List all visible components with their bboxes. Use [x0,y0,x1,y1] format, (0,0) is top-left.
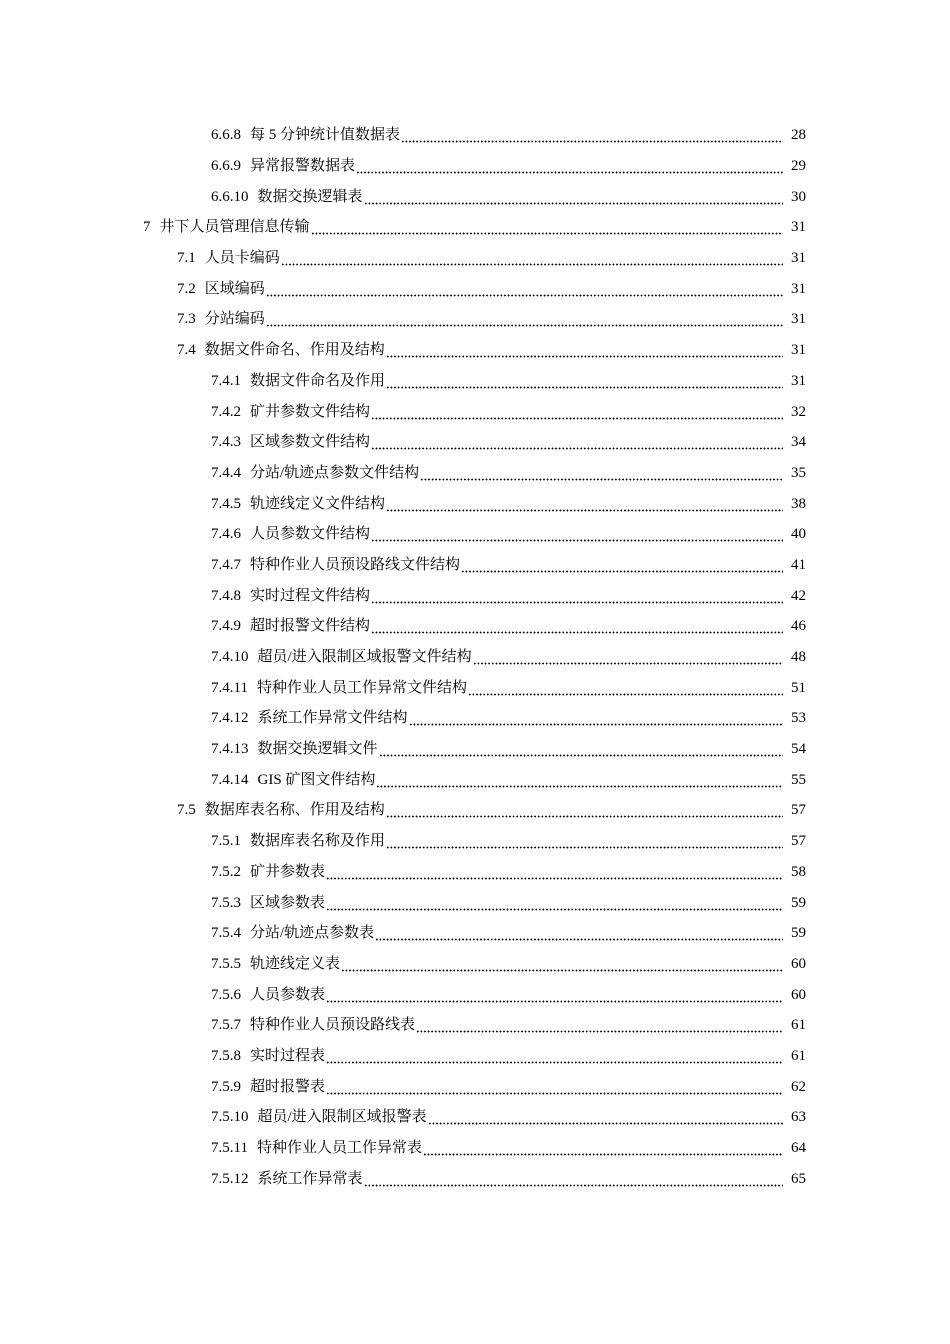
toc-entry[interactable] [0,949,950,980]
toc-entry-page-number: 35 [791,464,806,481]
toc-dot-leader [401,125,783,145]
toc-entry-page-number: 60 [791,986,806,1003]
toc-dot-leader [326,1077,783,1097]
toc-dot-leader [409,708,783,728]
toc-entry-page-number: 38 [791,495,806,512]
toc-entry-number: 7.4.7 [211,556,241,573]
toc-entry-number: 7.4.5 [211,495,241,512]
toc-entry-title: 人员参数文件结构 [250,526,371,543]
toc-entry-number: 6.6.9 [211,158,241,175]
toc-entry-number: 6.6.8 [211,127,241,144]
toc-entry-page-number: 62 [791,1078,806,1095]
toc-entry-title: 数据文件命名及作用 [250,372,386,389]
toc-dot-leader [364,187,783,207]
toc-entry-page-number: 63 [791,1109,806,1126]
toc-entry-page-number: 58 [791,863,806,880]
toc-entry[interactable] [0,488,950,519]
toc-dot-leader [371,402,783,422]
toc-entry[interactable] [0,458,950,489]
toc-entry-number: 7.5.10 [211,1109,249,1126]
toc-entry-title: 异常报警数据表 [250,158,356,175]
toc-entry[interactable] [0,550,950,581]
toc-dot-leader [326,1046,783,1066]
toc-entry-page-number: 31 [791,219,806,236]
toc-entry-title: 系统工作异常表 [257,1170,363,1187]
toc-dot-leader [386,371,783,391]
toc-entry-number: 7.5.9 [211,1078,241,1095]
toc-entry[interactable] [0,734,950,765]
toc-entry-title: 矿井参数文件结构 [250,403,371,420]
toc-entry[interactable] [0,120,950,151]
toc-entry[interactable] [0,304,950,335]
toc-entry-title: 数据交换逻辑文件 [257,741,378,758]
toc-dot-leader [375,923,783,943]
toc-entry-number: 7.4.3 [211,434,241,451]
toc-dot-leader [379,739,783,759]
toc-entry-title: 超员/进入限制区域报警文件结构 [257,649,472,666]
toc-entry-title: 数据交换逻辑表 [257,188,363,205]
table-of-contents [0,120,950,1194]
toc-entry-page-number: 48 [791,649,806,666]
toc-dot-leader [386,831,783,851]
toc-entry[interactable] [0,642,950,673]
toc-entry-number: 7.4.4 [211,464,241,481]
toc-dot-leader [266,279,783,299]
toc-entry[interactable] [0,181,950,212]
toc-entry-title: 轨迹线定义表 [250,955,341,972]
toc-entry[interactable] [0,1041,950,1072]
toc-entry-number: 7.4.10 [211,649,249,666]
toc-entry-title: 矿井参数表 [250,863,326,880]
toc-entry-title: GIS 矿图文件结构 [257,771,376,788]
toc-entry[interactable] [0,672,950,703]
toc-dot-leader [326,893,783,913]
toc-dot-leader [371,432,783,452]
toc-entry-number: 7.5.1 [211,833,241,850]
toc-entry-title: 实时过程表 [250,1047,326,1064]
toc-entry-page-number: 55 [791,771,806,788]
toc-entry[interactable] [0,273,950,304]
toc-entry[interactable] [0,826,950,857]
toc-entry[interactable] [0,151,950,182]
toc-entry-page-number: 64 [791,1140,806,1157]
toc-entry-page-number: 57 [791,802,806,819]
toc-entry-page-number: 42 [791,587,806,604]
toc-entry-page-number: 28 [791,127,806,144]
toc-dot-leader [341,954,783,974]
toc-entry-title: 轨迹线定义文件结构 [250,495,386,512]
toc-entry-number: 7.4.12 [211,710,249,727]
toc-entry-number: 7.4.14 [211,771,249,788]
toc-entry-number: 7.5.6 [211,986,241,1003]
toc-dot-leader [420,463,783,483]
toc-dot-leader [386,340,783,360]
toc-entry-page-number: 31 [791,250,806,267]
toc-entry-number: 7.5.3 [211,894,241,911]
toc-entry-title: 每 5 分钟统计值数据表 [250,127,401,144]
toc-entry-number: 7.5.12 [211,1170,249,1187]
toc-entry-number: 7.5 [177,802,196,819]
toc-entry-page-number: 59 [791,894,806,911]
toc-entry-number: 7.4.2 [211,403,241,420]
toc-entry-title: 区域参数表 [250,894,326,911]
toc-dot-leader [371,616,783,636]
toc-entry[interactable] [0,1102,950,1133]
toc-dot-leader [423,1138,783,1158]
toc-entry-page-number: 31 [791,372,806,389]
toc-entry-number: 7.2 [177,280,196,297]
toc-entry-number: 7.4.13 [211,741,249,758]
toc-entry-title: 井下人员管理信息传输 [159,219,310,236]
toc-entry-number: 7.5.7 [211,1017,241,1034]
toc-entry-number: 6.6.10 [211,188,249,205]
toc-entry[interactable] [0,1010,950,1041]
toc-entry[interactable] [0,918,950,949]
toc-dot-leader [428,1107,783,1127]
toc-entry-title: 超时报警文件结构 [250,618,371,635]
toc-entry[interactable] [0,212,950,243]
toc-dot-leader [281,248,783,268]
toc-entry-title: 特种作业人员预设路线表 [250,1017,416,1034]
toc-entry-number: 7.5.5 [211,955,241,972]
toc-entry[interactable] [0,396,950,427]
toc-entry-page-number: 54 [791,741,806,758]
toc-entry-page-number: 31 [791,311,806,328]
toc-entry-page-number: 40 [791,526,806,543]
toc-entry[interactable] [0,1071,950,1102]
toc-entry-page-number: 59 [791,925,806,942]
toc-entry-page-number: 32 [791,403,806,420]
toc-entry-page-number: 60 [791,955,806,972]
toc-entry-page-number: 61 [791,1017,806,1034]
toc-dot-leader [386,800,783,820]
toc-entry[interactable] [0,795,950,826]
toc-entry-page-number: 29 [791,158,806,175]
toc-dot-leader [326,862,783,882]
toc-entry-number: 7.5.2 [211,863,241,880]
toc-entry-number: 7.5.8 [211,1047,241,1064]
toc-entry-title: 区域编码 [204,280,265,297]
toc-entry-title: 特种作业人员预设路线文件结构 [250,556,461,573]
toc-entry-page-number: 31 [791,280,806,297]
toc-entry-title: 数据文件命名、作用及结构 [204,342,385,359]
toc-entry-number: 7.4.1 [211,372,241,389]
toc-entry-number: 7.1 [177,250,196,267]
toc-entry-title: 超时报警表 [250,1078,326,1095]
toc-entry-page-number: 65 [791,1170,806,1187]
toc-entry-title: 分站/轨迹点参数表 [250,925,375,942]
toc-entry[interactable] [0,1133,950,1164]
toc-dot-leader [461,555,783,575]
toc-dot-leader [386,494,783,514]
toc-entry-title: 人员卡编码 [204,250,280,267]
toc-dot-leader [416,1015,783,1035]
toc-entry-number: 7.3 [177,311,196,328]
toc-entry-page-number: 53 [791,710,806,727]
toc-entry-title: 人员参数表 [250,986,326,1003]
toc-entry-title: 分站/轨迹点参数文件结构 [250,464,420,481]
toc-dot-leader [376,770,783,790]
toc-dot-leader [371,586,783,606]
toc-entry[interactable] [0,580,950,611]
toc-entry-page-number: 57 [791,833,806,850]
toc-entry-number: 7.4.9 [211,618,241,635]
toc-entry[interactable] [0,243,950,274]
toc-entry[interactable] [0,519,950,550]
toc-dot-leader [371,524,783,544]
toc-dot-leader [326,985,783,1005]
toc-dot-leader [364,1169,783,1189]
toc-entry-page-number: 61 [791,1047,806,1064]
toc-entry[interactable] [0,366,950,397]
toc-entry-title: 分站编码 [204,311,265,328]
toc-entry[interactable] [0,703,950,734]
toc-dot-leader [468,678,783,698]
toc-entry-number: 7.4.8 [211,587,241,604]
toc-entry-number: 7.4.11 [211,679,248,696]
toc-entry[interactable] [0,427,950,458]
toc-entry-page-number: 46 [791,618,806,635]
toc-entry[interactable] [0,1163,950,1194]
toc-entry-page-number: 31 [791,342,806,359]
toc-entry-title: 数据库表名称及作用 [250,833,386,850]
toc-entry-title: 数据库表名称、作用及结构 [204,802,385,819]
toc-entry-page-number: 51 [791,679,806,696]
toc-entry-title: 特种作业人员工作异常表 [256,1140,422,1157]
toc-entry-number: 7.4.6 [211,526,241,543]
toc-entry-number: 7.5.4 [211,925,241,942]
toc-entry-title: 系统工作异常文件结构 [257,710,408,727]
toc-entry[interactable] [0,857,950,888]
toc-dot-leader [356,156,783,176]
toc-entry-title: 超员/进入限制区域报警表 [257,1109,427,1126]
toc-dot-leader [266,309,783,329]
toc-entry[interactable] [0,611,950,642]
toc-entry-number: 7 [143,219,151,236]
toc-dot-leader [473,647,783,667]
toc-entry-page-number: 41 [791,556,806,573]
toc-entry-title: 实时过程文件结构 [250,587,371,604]
toc-entry-title: 区域参数文件结构 [250,434,371,451]
toc-entry[interactable] [0,335,950,366]
toc-entry[interactable] [0,764,950,795]
toc-entry-title: 特种作业人员工作异常文件结构 [256,679,467,696]
toc-entry-number: 7.4 [177,342,196,359]
toc-entry[interactable] [0,979,950,1010]
toc-dot-leader [311,217,783,237]
toc-entry-page-number: 30 [791,188,806,205]
toc-entry-number: 7.5.11 [211,1140,248,1157]
toc-entry[interactable] [0,887,950,918]
toc-entry-page-number: 34 [791,434,806,451]
